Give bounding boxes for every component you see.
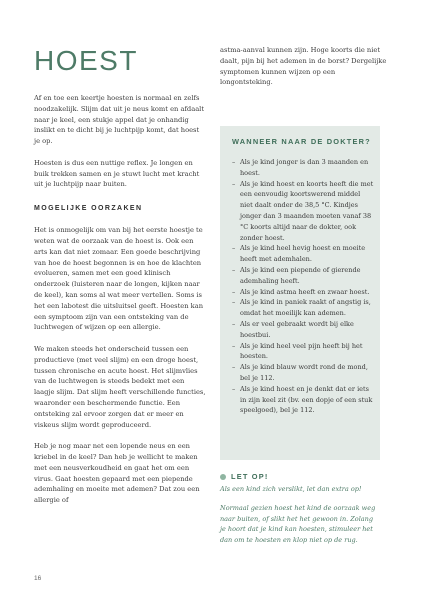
bullet-dot-icon (220, 474, 226, 480)
list-item: – Als je kind in paniek raakt of angstig is, omdat het moeilijk kan ademen. (232, 298, 371, 318)
list-item: – Als je kind heel veel pijn heeft bij het hoesten. (232, 341, 363, 361)
warning-note (220, 472, 380, 546)
reflex-paragraph: Hoesten is dus een nuttige reflex. Je longen en buik trekken samen en je stuwt lucht met kracht uit je luchtpijp naar buiten. (34, 158, 200, 189)
list-item: – Als je kind hoest en je denkt dat er iets in zijn keel zit (bv. een dopje of een stuk speelgoed), bel je 112. (232, 384, 373, 415)
doctor-callout-box (220, 126, 380, 460)
causes-paragraph: Het is onmogelijk om van bij het eerste hoestje te weten wat de oorzaak van de hoest is. Ook een arts kan dat niet zomaar. Een goede beschrijving van hoe de hoest begonnen is en hoe de klachten evolueren, samen met een goed klinisch onderzoek (luisteren naar de longen, kijken naar de keel), kan soms al wat meer vertellen. Soms is het een labotest die uitsluitsel geeft. Hoesten kan een symptoom zijn van een ontsteking van de luchtwegen of wijzen op een allergie. (34, 226, 204, 332)
list-item: – Als je kind heel hevig hoest en moeite heeft met ademhalen. (232, 244, 366, 264)
warning-heading-label: LET OP! (231, 472, 269, 481)
list-item: – Als je kind jonger is dan 3 maanden en hoest. (232, 158, 369, 177)
list-item: – Als er veel gebraakt wordt bij elke hoestbui. (232, 319, 354, 339)
list-item: – Als je kind astma heeft en zwaar hoest. (232, 287, 370, 296)
warning-heading (220, 472, 380, 482)
intro-paragraph: Af en toe een keertje hoesten is normaal en zelfs noodzakelijk. Slijm dat uit je neus komt en afdaalt naar je keel, een stukje appel dat je onhandig inslikt en te dicht bij je luchtpijp komt, dat hoest je op. (34, 94, 205, 146)
warning-body: Normaal gezien hoest het kind de oorzaak weg naar buiten, of slikt het het gewoon in. Zolang je hoort dat je kind kan hoesten, stimuleer het dan om te hoesten en klop niet op de rug. (220, 503, 376, 545)
list-item: – Als je kind een piepende of gierende ademhaling heeft. (232, 265, 361, 285)
section-heading-causes: MOGELIJKE OORZAKEN (34, 205, 143, 213)
page-number: 16 (34, 575, 42, 582)
continuation-paragraph: astma-aanval kunnen zijn. Hoge koorts die niet daalt, pijn bij het ademen in de borst? Dergelijke symptomen kunnen wijzen op een longontsteking. (220, 46, 387, 87)
cold-paragraph: Heb je nog maar net een lopende neus en een kriebel in de keel? Dan heb je wellicht te maken met een neusverkoudheid en gaat het om een virus. Gaat hoesten gepaard met een piepende ademhaling en moeite met ademen? Dat zou een allergie of (34, 442, 200, 505)
list-item: – Als je kind hoest en koorts heeft die met een eenvoudig koortswerend middel niet daalt onder de 38,5 °C. Kindjes jonger dan 3 maanden moeten vanaf 38 °C koorts altijd naar de dokter, ook zonder hoest. (232, 179, 374, 242)
page-title: HOEST (34, 45, 138, 76)
distinction-paragraph: We maken steeds het onderscheid tussen een productieve (met veel slijm) en een droge hoest, tussen chronische en acute hoest. Het slijmvlies van de luchtwegen is steeds bedekt met een laagje slijm. Dat slijm heeft verschillende functies, waaronder een beschermende functie. Een ontsteking zal ervoor zorgen dat er meer en viskeus slijm wordt geproduceerd. (34, 344, 206, 429)
right-column (220, 45, 390, 99)
doctor-callout-heading: WANNEER NAAR DE DOKTER? (232, 137, 371, 146)
warning-subheading: Als een kind zich verslikt, let dan extra op! (220, 485, 362, 493)
left-column (34, 93, 206, 517)
list-item: – Als je kind blauw wordt rond de mond, bel je 112. (232, 363, 368, 382)
doctor-criteria-list (232, 157, 374, 416)
